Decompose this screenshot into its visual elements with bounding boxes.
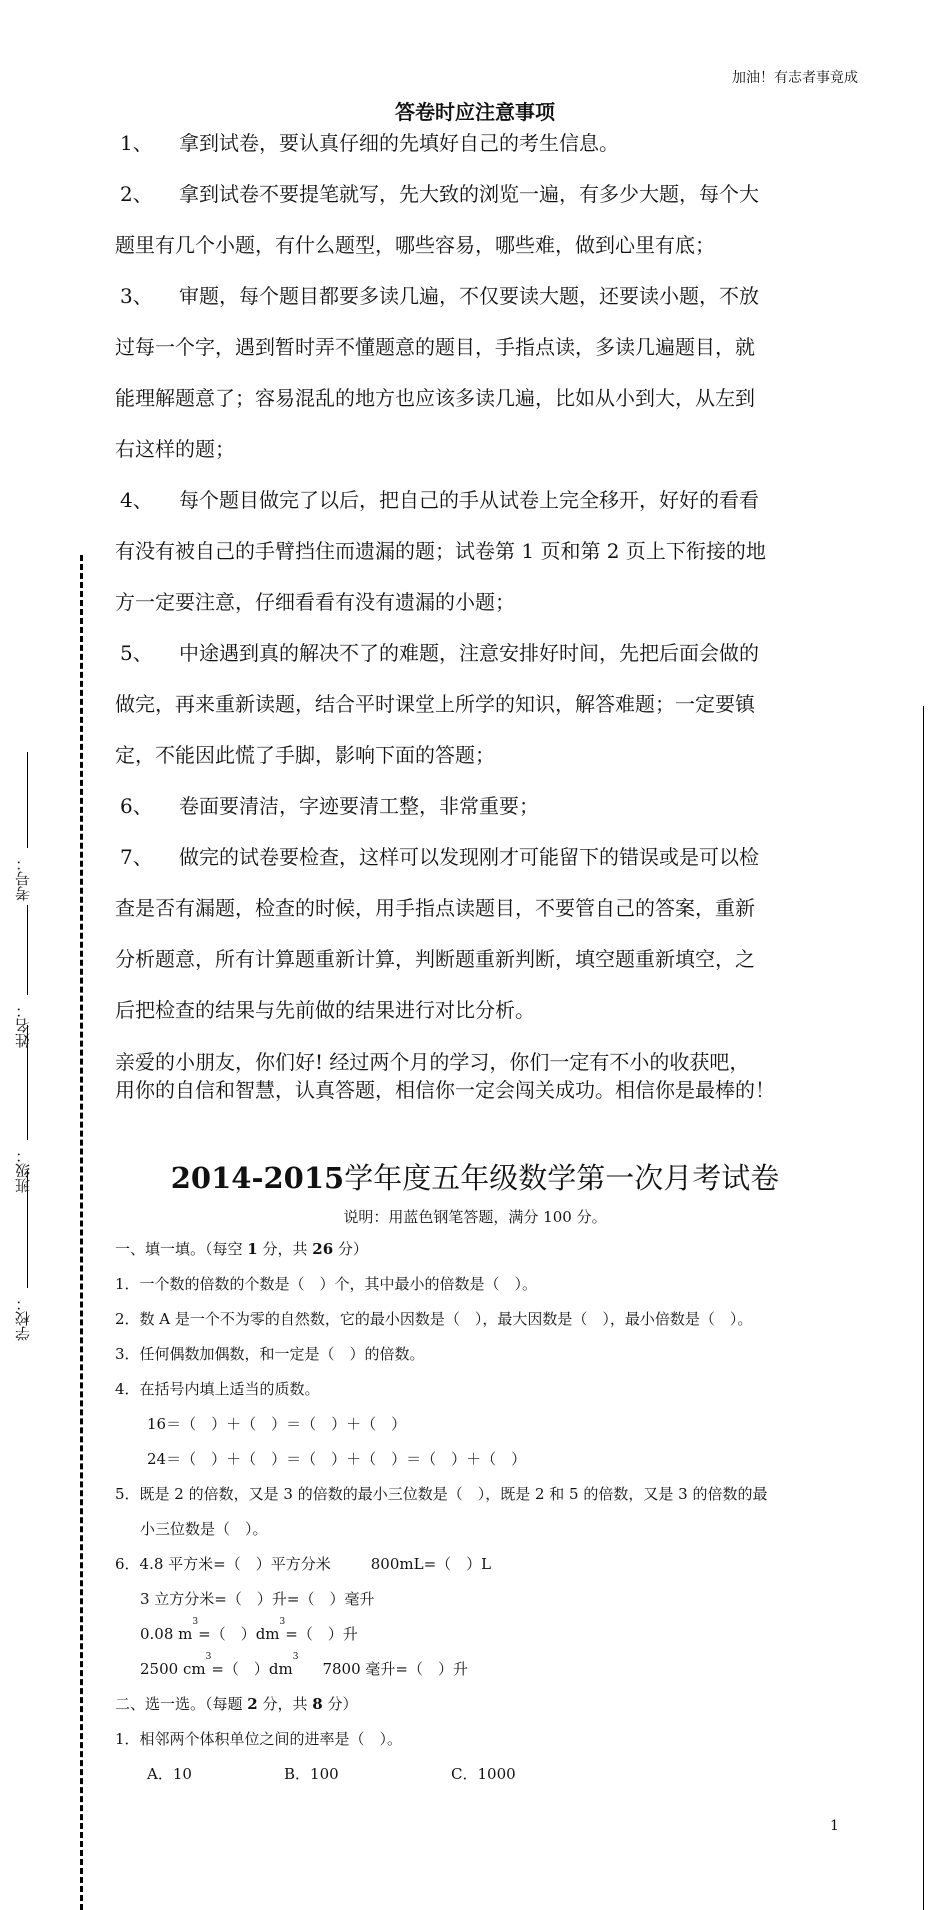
- question-3: 3．任何偶数加偶数，和一定是（ ）的倍数。: [115, 1345, 425, 1363]
- notice-rule-line: [115, 730, 840, 781]
- greeting-line: 用你的自信和智慧，认真答题，相信你一定会闯关成功。相信你是最棒的！: [115, 1078, 775, 1102]
- notice-rule-line: [115, 679, 840, 730]
- rule-text: 中途遇到真的解决不了的难题，注意安排好时间，先把后面会做的: [179, 641, 759, 665]
- side-school-label: 学校：: [14, 1296, 32, 1341]
- notice-rules: [115, 118, 840, 1036]
- rule-text: 有没有被自己的手臂挡住而遗漏的题；试卷第 1 页和第 2 页上下衔接的地: [115, 539, 766, 563]
- question-6-line-a: 6．4.8 平方米=（ ）平方分米 800mL=（ ）L: [115, 1555, 492, 1573]
- question-2: 2．数 A 是一个不为零的自然数，它的最小因数是（ ），最大因数是（ ），最小倍数是（ ）。: [115, 1310, 753, 1328]
- notice-rule-line: [115, 985, 840, 1036]
- rule-text: 查是否有漏题，检查的时候，用手指点读题目，不要管自己的答案，重新: [115, 896, 755, 920]
- choice-options: [115, 1757, 860, 1792]
- question-5-cont: 小三位数是（ ）。: [140, 1520, 268, 1538]
- notice-rule-line: [115, 118, 840, 169]
- binding-dashed-line: [80, 555, 83, 1910]
- greeting-line: 亲爱的小朋友，你们好! 经过两个月的学习，你们一定有不小的收获吧，: [115, 1050, 750, 1074]
- question-4-line-a: 16＝（ ）＋（ ）＝（ ）＋（ ）: [147, 1415, 407, 1433]
- rule-number: 7、: [120, 845, 153, 869]
- rule-text: 右这样的题；: [115, 437, 235, 461]
- greeting: [115, 1048, 860, 1104]
- rule-number: 3、: [120, 284, 153, 308]
- question-6-line-b: 3 立方分米=（ ）升=（ ）毫升: [140, 1590, 375, 1608]
- notice-rule-line: [115, 934, 840, 985]
- notice-rule-line: [115, 169, 840, 220]
- notice-rule-line: [115, 373, 840, 424]
- rule-text: 审题，每个题目都要多读几遍，不仅要读大题，还要读小题，不放: [179, 284, 759, 308]
- question-6-line-c: 0.08 $m^3=$（ ）$dm^3=$（ ）升: [140, 1617, 358, 1643]
- section-heading-choice: 二、选一选。（每题 2 分，共 8 分）: [115, 1695, 358, 1713]
- header-motto: 加油！有志者事竟成: [732, 70, 858, 86]
- exam-body: [115, 1232, 860, 1792]
- option-c: C．1000: [451, 1765, 516, 1783]
- question-6-line-d: 2500 $cm^3=$（ ）$dm^37800$ 毫升=（ ）升: [140, 1652, 468, 1678]
- rule-text: 题里有几个小题，有什么题型，哪些容易，哪些难，做到心里有底；: [115, 233, 715, 257]
- question-4: 4．在括号内填上适当的质数。: [115, 1380, 320, 1398]
- exam-title-year: 2014-2015: [170, 1161, 345, 1195]
- right-margin-line: [923, 706, 924, 1910]
- exam-description: 说明：用蓝色钢笔答题，满分 100 分。: [343, 1208, 607, 1226]
- rule-text: 拿到试卷不要提笔就写，先大致的浏览一遍，有多少大题，每个大: [179, 182, 759, 206]
- rule-text: 每个题目做完了以后，把自己的手从试卷上完全移开，好好的看看: [179, 488, 759, 512]
- notice-rule-line: [115, 526, 840, 577]
- rule-number: 6、: [120, 794, 153, 818]
- rule-number: 2、: [120, 182, 153, 206]
- rule-text: 做完的试卷要检查，这样可以发现刚才可能留下的错误或是可以检: [179, 845, 759, 869]
- rule-number: 1、: [120, 131, 153, 155]
- rule-text: 做完，再来重新读题，结合平时课堂上所学的知识，解答难题；一定要镇: [115, 692, 755, 716]
- notice-title: 答卷时应注意事项: [395, 100, 555, 124]
- exam-title-text: 学年度五年级数学第一次月考试卷: [344, 1161, 780, 1195]
- notice-rule-line: [115, 883, 840, 934]
- question-4-line-b: 24＝（ ）＋（ ）＝（ ）＋（ ）＝（ ）＋（ ）: [147, 1450, 527, 1468]
- notice-rule-line: [115, 832, 840, 883]
- notice-rule-line: [115, 577, 840, 628]
- question-5: 5．既是 2 的倍数，又是 3 的倍数的最小三位数是（ ），既是 2 和 5 的倍数，又是 3 的倍数的最: [115, 1485, 768, 1503]
- rule-text: 能理解题意了；容易混乱的地方也应该多读几遍，比如从小到大，从左到: [115, 386, 755, 410]
- rule-text: 定，不能因此慌了手脚，影响下面的答题；: [115, 743, 495, 767]
- option-a: A．10: [147, 1765, 192, 1783]
- option-b: B．100: [284, 1765, 339, 1783]
- rule-text: 拿到试卷，要认真仔细的先填好自己的考生信息。: [179, 131, 619, 155]
- notice-rule-line: [115, 322, 840, 373]
- section-heading-fill: 一、填一填。（每空 1 分，共 26 分）: [115, 1240, 368, 1258]
- side-exam-no-label: 考号：: [14, 856, 32, 901]
- notice-rule-line: [115, 271, 840, 322]
- choice-question-1: 1．相邻两个体积单位之间的进率是（ ）。: [115, 1730, 403, 1748]
- name-fill-line: [27, 905, 28, 995]
- notice-rule-line: [115, 424, 840, 475]
- notice-rule-line: [115, 628, 840, 679]
- notice-rule-line: [115, 220, 840, 271]
- rule-text: 后把检查的结果与先前做的结果进行对比分析。: [115, 998, 535, 1022]
- side-name-label: 姓名：: [14, 1003, 32, 1048]
- exam-title: [0, 1160, 950, 1196]
- rule-text: 卷面要清洁，字迹要清工整，非常重要；: [179, 794, 539, 818]
- rule-text: 过每一个字，遇到暂时弄不懂题意的题目，手指点读，多读几遍题目，就: [115, 335, 755, 359]
- rule-number: 4、: [120, 488, 153, 512]
- rule-text: 方一定要注意，仔细看看有没有遗漏的小题；: [115, 590, 515, 614]
- page-number: 1: [830, 1818, 839, 1834]
- rule-number: 5、: [120, 641, 153, 665]
- rule-text: 分析题意，所有计算题重新计算，判断题重新判断，填空题重新填空，之: [115, 947, 755, 971]
- notice-rule-line: [115, 781, 840, 832]
- notice-rule-line: [115, 475, 840, 526]
- question-1: 1．一个数的倍数的个数是（ ）个，其中最小的倍数是（ ）。: [115, 1275, 538, 1293]
- side-class-label: 班级：: [14, 1148, 32, 1193]
- exam-no-fill-line: [27, 752, 28, 848]
